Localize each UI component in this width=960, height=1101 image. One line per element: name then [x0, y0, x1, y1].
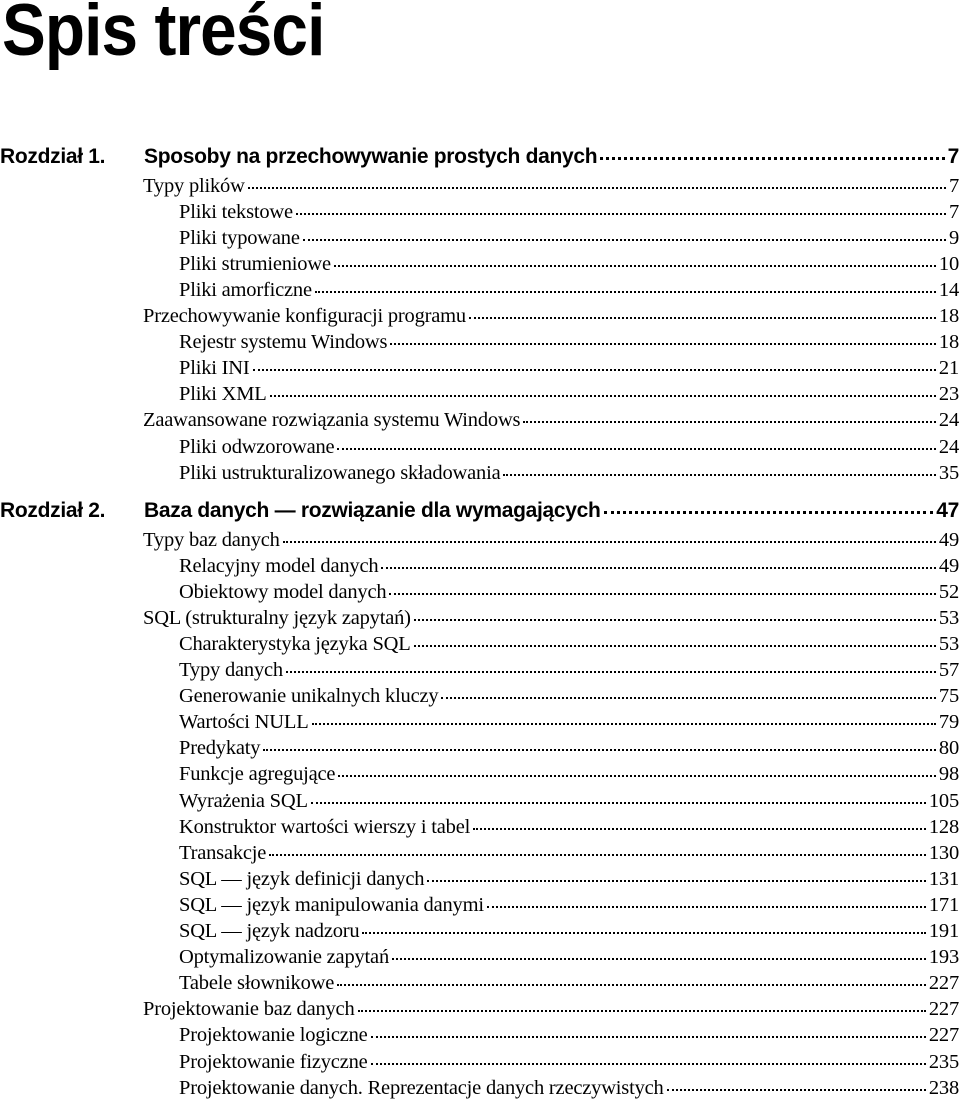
- dot-leader: [389, 572, 936, 595]
- entry-page-number: 53: [938, 606, 959, 629]
- toc-subsection-entry[interactable]: [179, 456, 960, 485]
- entry-title: Typy baz danych: [143, 528, 280, 551]
- entry-title: Obiektowy model danych: [179, 580, 387, 603]
- entry-title: SQL — język manipulowania danymi: [179, 893, 484, 916]
- dot-leader: [523, 401, 936, 424]
- entry-title: Pliki XML: [179, 383, 267, 406]
- entry-page-number: 235: [928, 1050, 959, 1073]
- entry-page-number: 24: [938, 409, 959, 432]
- dot-leader: [286, 651, 936, 674]
- entry-page-number: 128: [928, 815, 959, 838]
- dot-leader: [253, 349, 936, 372]
- entry-title: Typy plików: [143, 174, 245, 197]
- entry-title: Wartości NULL: [179, 711, 309, 734]
- entry-page-number: 18: [938, 331, 959, 354]
- entry-page-number: 52: [938, 580, 959, 603]
- entry-title: Projektowanie baz danych: [143, 998, 355, 1021]
- entry-title: SQL — język nadzoru: [179, 920, 360, 942]
- entry-title: Pliki ustrukturalizowanego składowania: [179, 461, 501, 484]
- entry-page-number: 10: [938, 252, 959, 275]
- entry-title: Charakterystyka języka SQL: [179, 632, 411, 655]
- dot-leader: [269, 833, 926, 856]
- entry-title: Przechowywanie konfiguracji programu: [143, 305, 466, 327]
- dot-leader: [312, 703, 936, 726]
- entry-page-number: 49: [938, 554, 959, 577]
- entry-page-number: 49: [938, 528, 959, 551]
- chapter-label: Rozdział 1.: [0, 145, 106, 168]
- entry-page-number: 191: [928, 920, 959, 942]
- entry-title: Pliki strumieniowe: [179, 252, 331, 275]
- dot-leader: [311, 781, 926, 804]
- entry-page-number: 171: [928, 893, 959, 916]
- page-title: Spis treści: [2, 0, 325, 71]
- dot-leader: [338, 755, 936, 778]
- chapter-page-number: 47: [936, 499, 959, 522]
- entry-title: Predykaty: [179, 737, 261, 760]
- entry-title: Zaawansowane rozwiązania systemu Windows: [143, 409, 521, 432]
- entry-title: Pliki amorficzne: [179, 278, 312, 301]
- entry-page-number: 193: [928, 946, 959, 969]
- dot-leader: [334, 244, 936, 267]
- dot-leader: [473, 807, 926, 830]
- dot-leader: [371, 1042, 926, 1065]
- dot-leader: [270, 375, 936, 398]
- dot-leader: [362, 912, 925, 935]
- entry-page-number: 227: [928, 1024, 959, 1047]
- dot-leader: [337, 964, 926, 987]
- dot-leader: [358, 990, 926, 1013]
- chapter-page-number: 7: [947, 145, 959, 168]
- dot-leader: [441, 677, 935, 700]
- dot-leader: [315, 270, 936, 293]
- entry-page-number: 21: [938, 357, 959, 380]
- entry-title: SQL (strukturalny język zapytań): [143, 606, 411, 629]
- entry-title: Relacyjny model danych: [179, 554, 379, 577]
- entry-page-number: 24: [938, 435, 959, 458]
- entry-page-number: 23: [938, 383, 959, 406]
- entry-title: Typy danych: [179, 659, 283, 681]
- entry-page-number: 18: [938, 305, 959, 327]
- entry-title: Wyrażenia SQL: [179, 789, 308, 812]
- dot-leader: [503, 453, 935, 476]
- entry-page-number: 9: [948, 226, 959, 249]
- dot-leader: [414, 624, 936, 647]
- entry-page-number: 131: [928, 867, 959, 890]
- entry-title: Transakcje: [179, 841, 267, 864]
- entry-page-number: 98: [938, 763, 959, 786]
- dot-leader: [371, 1016, 926, 1039]
- entry-page-number: 80: [938, 737, 959, 760]
- entry-page-number: 105: [928, 789, 959, 812]
- dot-leader: [337, 427, 935, 450]
- chapter-heading[interactable]: [0, 493, 960, 523]
- chapter-heading[interactable]: [0, 139, 960, 169]
- chapter-title: Sposoby na przechowywanie prostych danych: [144, 145, 598, 168]
- entry-page-number: 57: [938, 659, 959, 681]
- entry-page-number: 7: [948, 174, 959, 197]
- dot-leader: [303, 218, 946, 241]
- chapter-title: Baza danych — rozwiązanie dla wymagających: [144, 499, 601, 522]
- entry-page-number: 79: [938, 711, 959, 734]
- entry-page-number: 35: [938, 461, 959, 484]
- entry-title: Rejestr systemu Windows: [179, 331, 388, 354]
- entry-page-number: 227: [928, 972, 959, 995]
- dot-leader: [392, 938, 926, 961]
- entry-page-number: 14: [938, 278, 959, 301]
- entry-page-number: 75: [938, 685, 959, 708]
- dot-leader: [296, 192, 946, 215]
- entry-page-number: 227: [928, 998, 959, 1021]
- entry-title: Pliki typowane: [179, 226, 300, 249]
- toc-subsection-entry[interactable]: [179, 1071, 960, 1100]
- entry-page-number: 130: [928, 841, 959, 864]
- dot-leader: [414, 598, 936, 621]
- entry-title: SQL — język definicji danych: [179, 867, 425, 890]
- entry-page-number: 238: [928, 1076, 959, 1099]
- dot-leader: [487, 885, 926, 908]
- dot-leader: [381, 546, 935, 569]
- entry-title: Pliki tekstowe: [179, 200, 293, 223]
- entry-page-number: 53: [938, 632, 959, 655]
- entry-title: Optymalizowanie zapytań: [179, 946, 389, 969]
- entry-title: Konstruktor wartości wierszy i tabel: [179, 815, 471, 838]
- dot-leader: [600, 136, 944, 160]
- entry-page-number: 7: [948, 200, 959, 223]
- dot-leader: [427, 859, 926, 882]
- dot-leader: [469, 297, 936, 320]
- entry-title: Generowanie unikalnych kluczy: [179, 685, 439, 708]
- entry-title: Projektowanie fizyczne: [179, 1050, 368, 1073]
- dot-leader: [248, 166, 946, 189]
- dot-leader: [667, 1068, 926, 1091]
- entry-title: Projektowanie logiczne: [179, 1024, 368, 1047]
- entry-title: Funkcje agregujące: [179, 763, 336, 786]
- dot-leader: [283, 520, 936, 543]
- dot-leader: [604, 490, 934, 514]
- entry-title: Pliki INI: [179, 357, 250, 380]
- entry-title: Pliki odwzorowane: [179, 435, 335, 458]
- dot-leader: [263, 729, 936, 752]
- dot-leader: [390, 323, 936, 346]
- chapter-label: Rozdział 2.: [0, 499, 106, 522]
- entry-title: Tabele słownikowe: [179, 972, 335, 995]
- entry-title: Projektowanie danych. Reprezentacje danych rzeczywistych: [179, 1076, 664, 1099]
